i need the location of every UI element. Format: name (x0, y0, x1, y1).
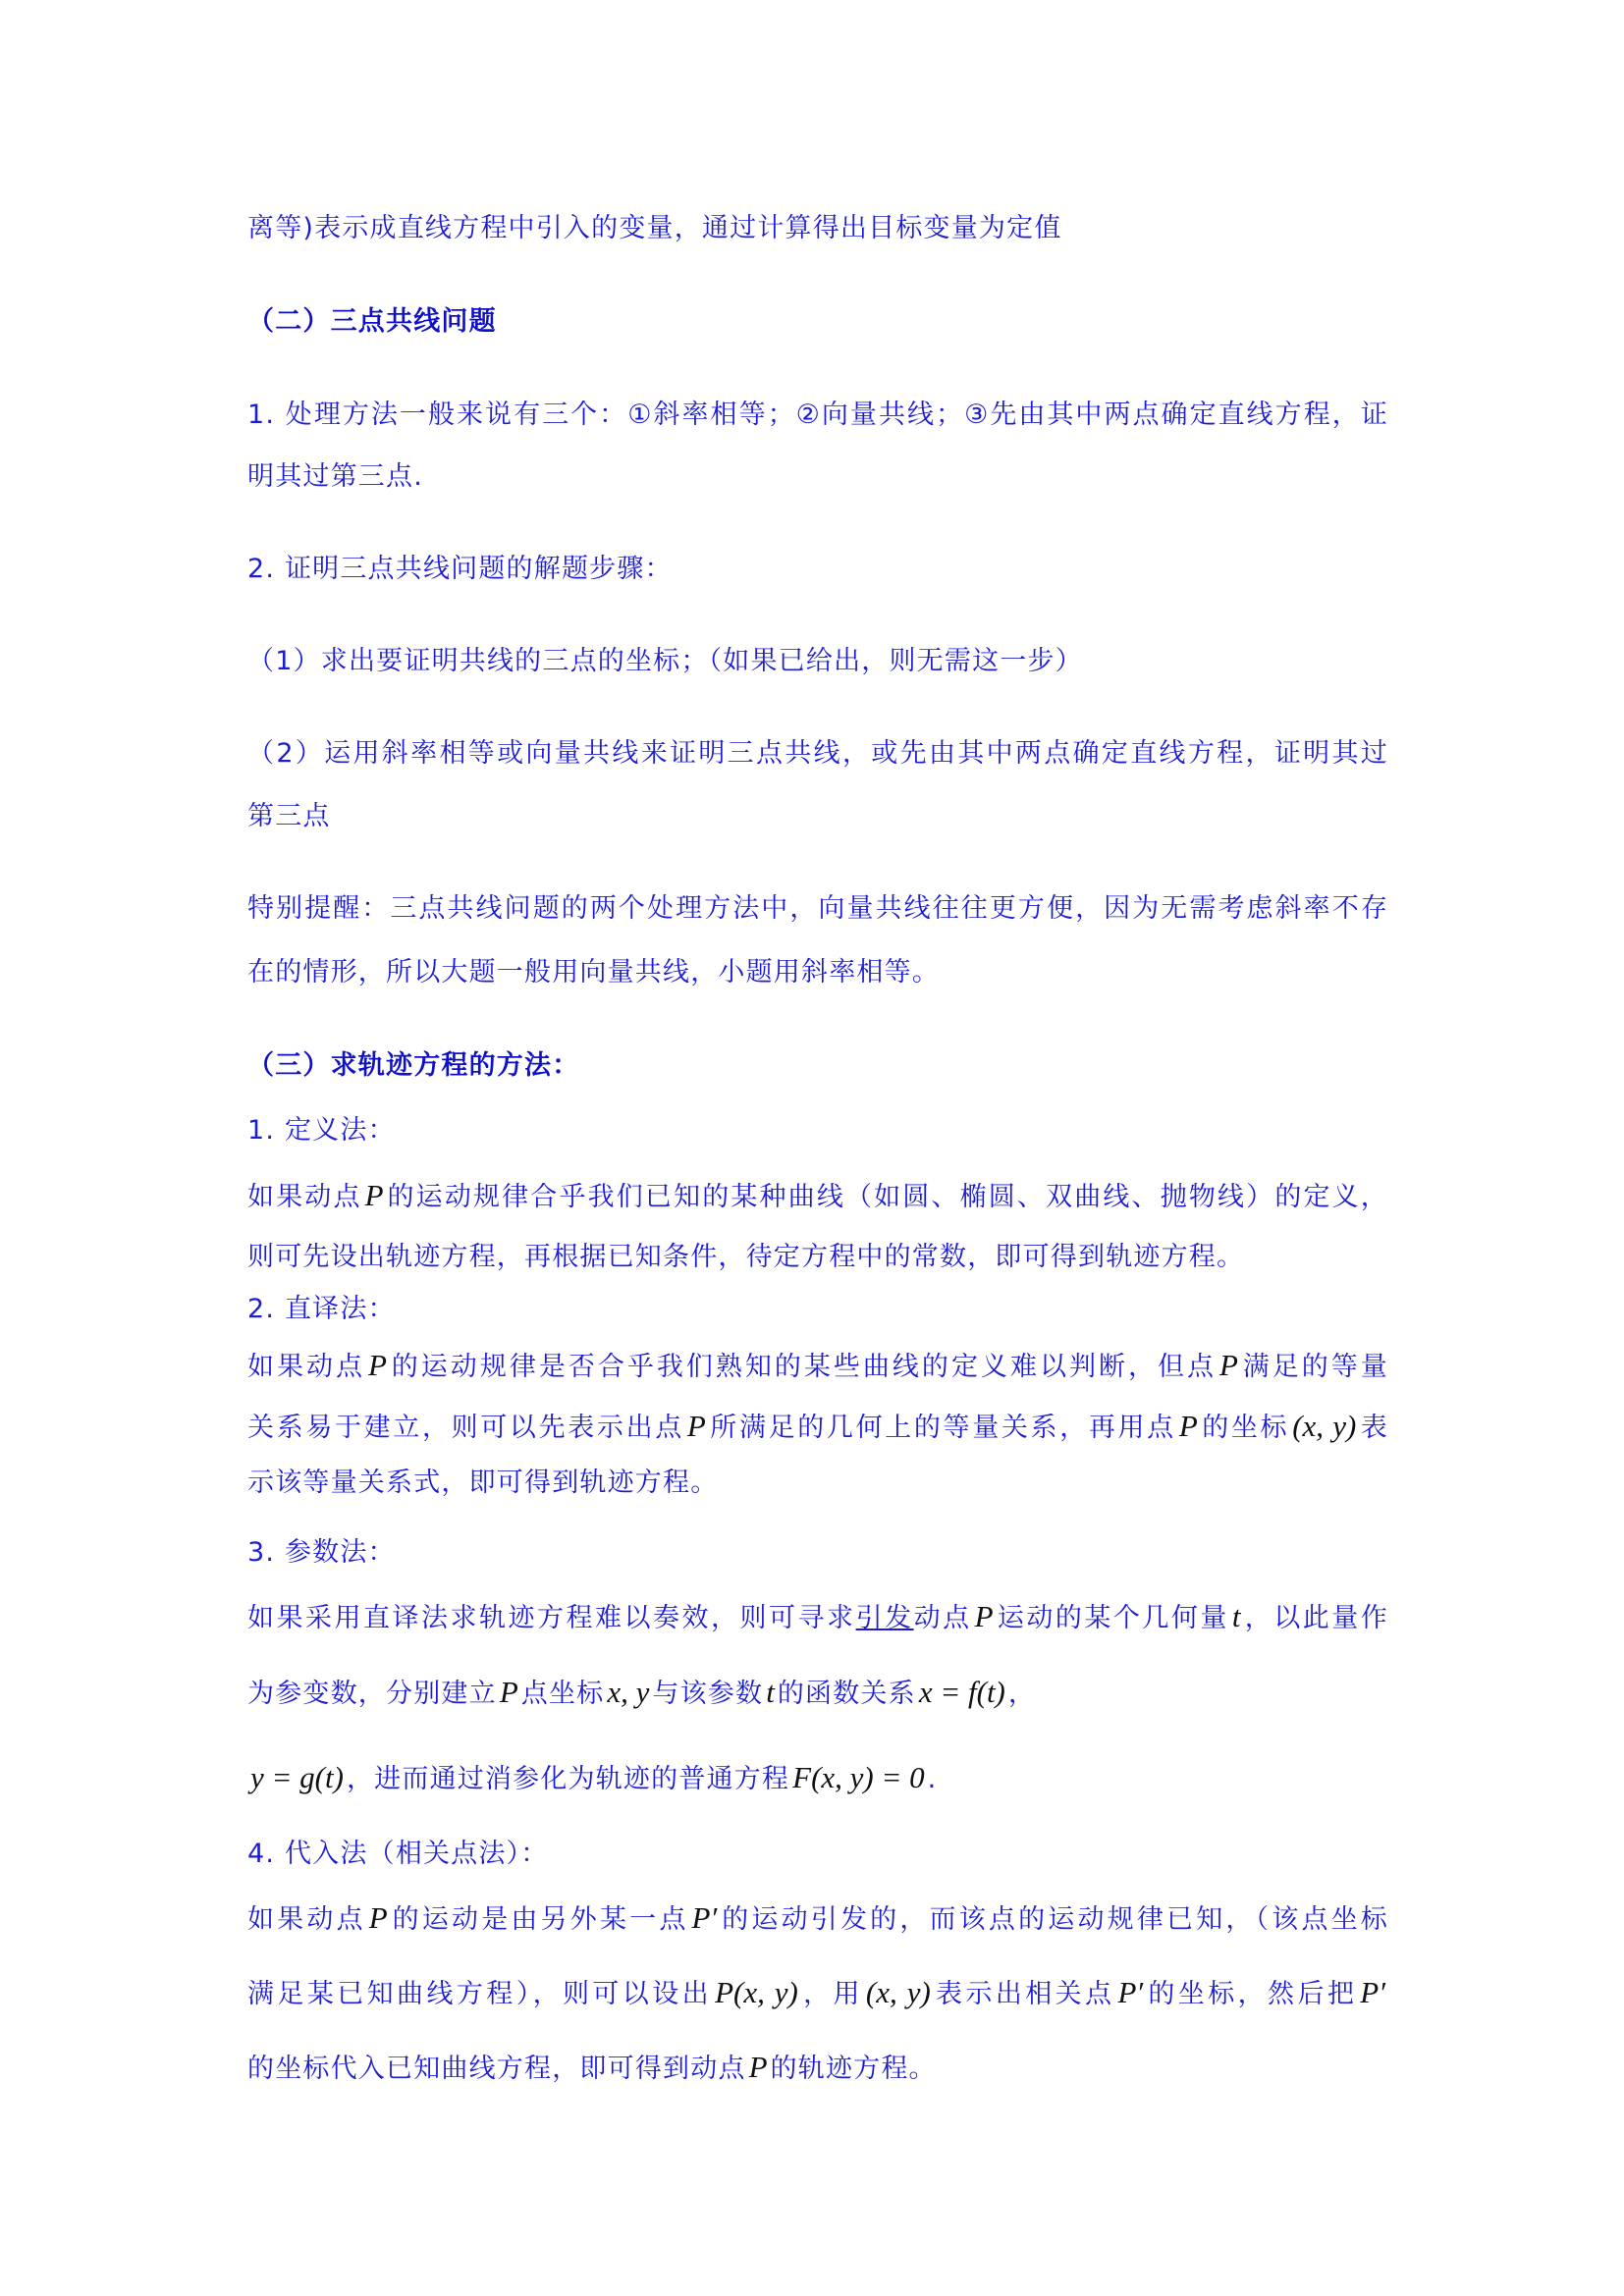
text-run: （1）求出要证明共线的三点的坐标；（如果已给出，则无需这一步） (247, 646, 1083, 676)
math-expression: P′ (1117, 1975, 1144, 2009)
text-run: 1. 处理方法一般来说有三个：①斜率相等；②向量共线；③先由其中两点确定直线方程，证 (247, 400, 1388, 430)
text-run: 3. 参数法： (247, 1537, 396, 1568)
math-expression: F(x, y) = 0 (792, 1760, 925, 1794)
text-run: 在的情形，所以大题一般用向量共线，小题用斜率相等。 (247, 957, 940, 988)
paragraph-line (247, 1973, 1388, 2014)
text-run: 的运动规律合乎我们已知的某种曲线（如圆、椭圆、双曲线、抛物线）的定义， (386, 1182, 1388, 1212)
math-expression: P (368, 1900, 388, 1935)
math-expression: t (766, 1675, 775, 1709)
text-run: 表示出相关点 (933, 1979, 1115, 2009)
math-expression: x, y (607, 1675, 650, 1709)
math-expression: P (364, 1178, 384, 1212)
text-run: 与该参数 (652, 1679, 764, 1709)
paragraph-line (247, 1758, 937, 1799)
paragraph-line (247, 797, 331, 836)
text-run: 动点 (913, 1603, 972, 1633)
math-expression: (x, y) (865, 1975, 931, 2009)
text-run: 2. 证明三点共线问题的解题步骤： (247, 554, 673, 584)
paragraph-line (247, 1464, 718, 1503)
math-expression: y = g(t) (250, 1760, 344, 1794)
math-expression: P (1178, 1409, 1198, 1443)
text-run: 2. 直译法： (247, 1294, 396, 1324)
math-expression: P′ (1360, 1975, 1385, 2009)
math-expression: (x, y) (1292, 1409, 1357, 1443)
text-run: 如果采用直译法求轨迹方程难以奏效，则可寻求 (247, 1603, 856, 1633)
section-heading (247, 1046, 579, 1086)
math-expression: P(x, y) (715, 1975, 798, 2009)
text-run: 则可先设出轨迹方程，再根据已知条件，待定方程中的常数，即可得到轨迹方程。 (247, 1242, 1245, 1272)
paragraph-line (247, 209, 1062, 248)
text-run: 1. 定义法： (247, 1115, 396, 1146)
text-run: 示该等量关系式，即可得到轨迹方程。 (247, 1468, 719, 1498)
text-run: ，用 (800, 1979, 863, 2009)
paragraph-line (247, 1835, 548, 1874)
paragraph-line (247, 2048, 937, 2089)
paragraph-line (247, 1898, 1388, 1940)
math-expression: P (686, 1409, 706, 1443)
text-run: ， (1007, 1679, 1037, 1709)
paragraph-line (247, 1111, 396, 1150)
text-run: 如果动点 (247, 1352, 366, 1382)
text-run: 4. 代入法（相关点法）： (247, 1839, 549, 1869)
paragraph-line (247, 1673, 1036, 1714)
text-run: 的运动是由另外某一点 (390, 1904, 689, 1935)
paragraph-line (247, 642, 1083, 681)
paragraph-line (247, 1597, 1388, 1638)
paragraph-line (247, 889, 1388, 929)
paragraph-line (247, 1407, 1388, 1448)
section-heading (247, 302, 497, 342)
paragraph-line (247, 1238, 1244, 1277)
text-run: 的运动规律是否合乎我们熟知的某些曲线的定义难以判断，但点 (389, 1352, 1218, 1382)
text-run: 为参变数，分别建立 (247, 1679, 497, 1709)
paragraph-line (247, 1346, 1388, 1387)
paragraph-line (247, 1290, 396, 1329)
text-run: 的坐标 (1200, 1413, 1290, 1443)
text-run: 的轨迹方程。 (770, 2054, 937, 2084)
text-run: ，进而通过消参化为轨迹的普通方程 (346, 1764, 790, 1794)
text-run: 明其过第三点. (247, 461, 423, 492)
math-expression: P′ (691, 1900, 718, 1935)
text-run: 的坐标，然后把 (1146, 1979, 1358, 2009)
text-run: 离等)表示成直线方程中引入的变量，通过计算得出目标变量为定值 (247, 213, 1062, 243)
text-run: （二）三点共线问题 (247, 306, 497, 337)
text-run: （2）运用斜率相等或向量共线来证明三点共线，或先由其中两点确定直线方程，证明其过 (247, 738, 1388, 769)
paragraph-line (247, 396, 1388, 435)
math-expression: P (974, 1599, 994, 1633)
text-run: 特别提醒：三点共线问题的两个处理方法中，向量共线往往更方便，因为无需考虑斜率不存 (247, 893, 1388, 924)
text-run: 的函数关系 (777, 1679, 916, 1709)
math-expression: P (748, 2050, 768, 2084)
text-run: 运动的某个几何量 (996, 1603, 1229, 1633)
text-run: 满足的等量 (1240, 1352, 1388, 1382)
text-run: 第三点 (247, 801, 331, 831)
text-run: 引发 (855, 1603, 914, 1633)
paragraph-line (247, 953, 940, 992)
paragraph-line (247, 1533, 396, 1573)
text-run: （三）求轨迹方程的方法： (247, 1050, 580, 1081)
paragraph-line (247, 1176, 1388, 1217)
math-expression: P (368, 1348, 387, 1382)
text-run: 的坐标代入已知曲线方程，即可得到动点 (247, 2054, 746, 2084)
text-run: 如果动点 (247, 1904, 366, 1935)
paragraph-line (247, 457, 423, 497)
paragraph-line (247, 550, 673, 589)
text-run: ，以此量作 (1243, 1603, 1388, 1633)
text-run: 满足某已知曲线方程），则可以设出 (247, 1979, 713, 2009)
text-run: 如果动点 (247, 1182, 362, 1212)
text-run: 的运动引发的，而该点的运动规律已知，（该点坐标 (720, 1904, 1388, 1935)
text-run: 点坐标 (520, 1679, 605, 1709)
math-expression: P (499, 1675, 518, 1709)
text-run: 所满足的几何上的等量关系，再用点 (708, 1413, 1176, 1443)
math-expression: x = f(t) (918, 1675, 1005, 1709)
text-run: 关系易于建立，则可以先表示出点 (247, 1413, 684, 1443)
text-run: . (927, 1764, 938, 1794)
math-expression: t (1231, 1599, 1241, 1633)
text-run: 表 (1359, 1413, 1389, 1443)
paragraph-line (247, 734, 1388, 774)
math-expression: P (1219, 1348, 1238, 1382)
